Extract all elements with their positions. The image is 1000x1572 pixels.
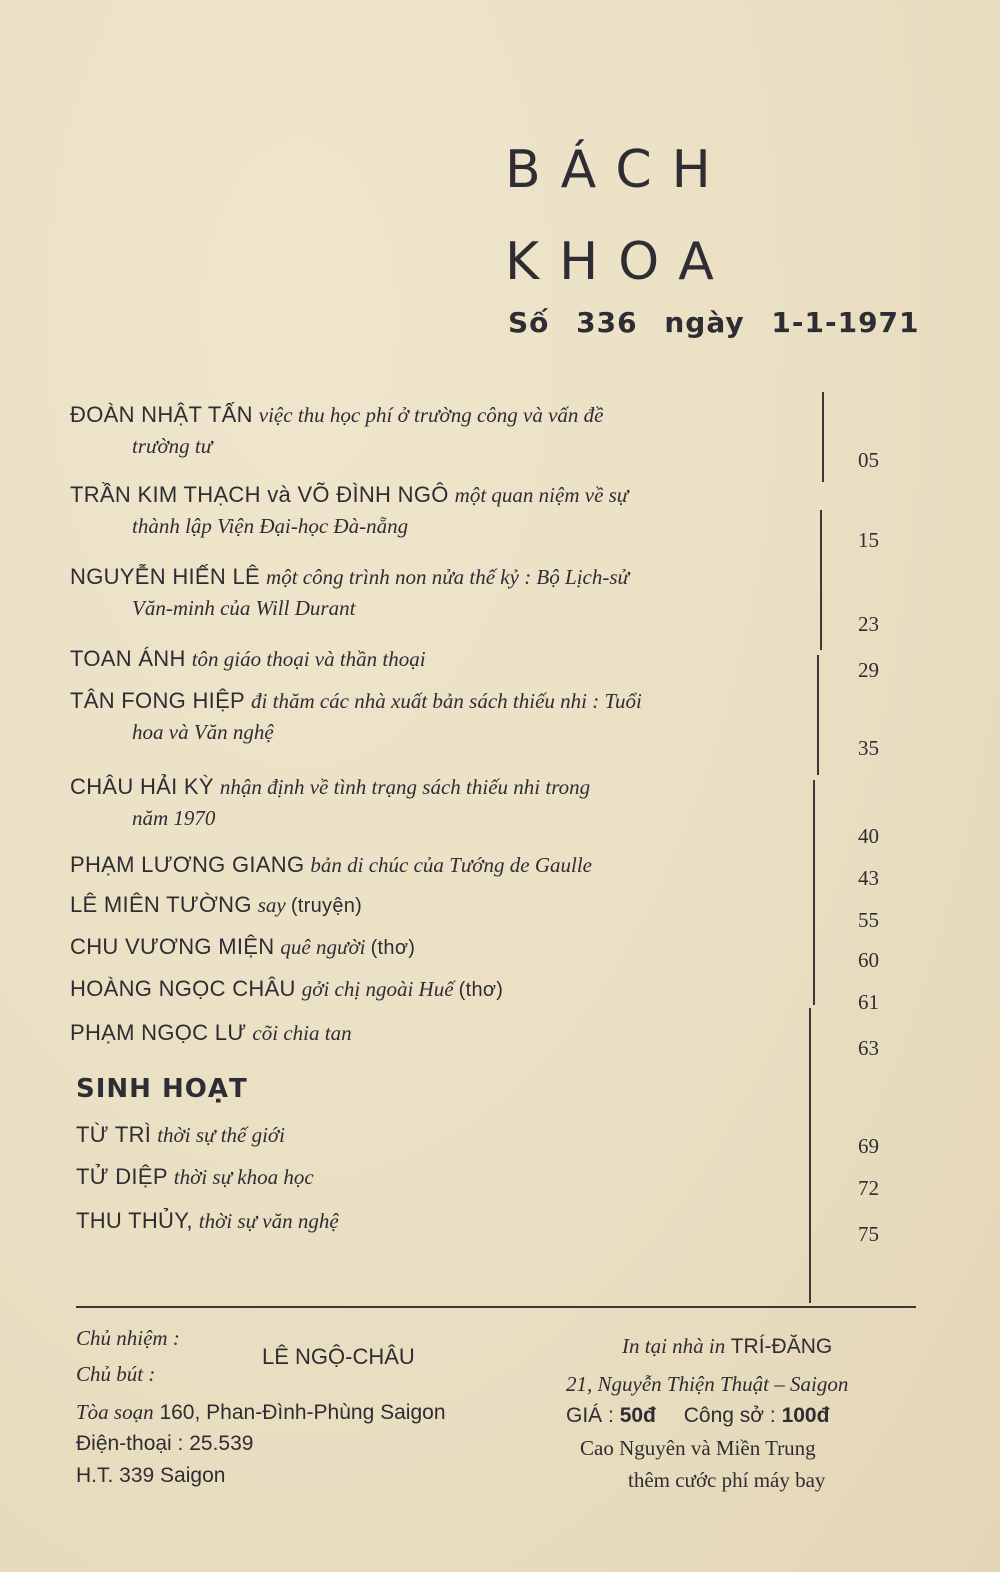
toc-page-number: 23 — [858, 612, 879, 636]
toc-page-number: 29 — [858, 658, 879, 682]
toc-entry — [70, 1020, 830, 1046]
toc-title: quê người — [280, 935, 366, 959]
toc-entry — [70, 482, 830, 539]
section-heading: SINH HOẠT — [76, 1074, 248, 1104]
toc-title: việc thu học phí ở trường công và vấn đề — [258, 403, 604, 427]
toc-title: say — [257, 893, 286, 917]
toc-page-number: 69 — [858, 1134, 879, 1158]
toc-author: CHÂU HẢI KỲ — [70, 774, 214, 799]
toc-genre: (thơ) — [370, 937, 416, 959]
footer-printer-label: In tại nhà in — [622, 1334, 726, 1358]
footer-chu-nhiem-label: Chủ nhiệm : — [76, 1326, 180, 1350]
toc-title-continued: trường tư — [132, 434, 213, 458]
footer-printer-address: 21, Nguyễn Thiện Thuật – Saigon — [566, 1372, 849, 1396]
issue-line — [508, 306, 936, 339]
footer-office-value: 160, Phan-Đình-Phùng Saigon — [159, 1401, 446, 1424]
toc-title: một công trình non nửa thế kỷ : Bộ Lịch-sử — [266, 565, 629, 589]
toc-author: TỬ DIỆP — [76, 1164, 168, 1189]
toc-title: nhận định về tình trạng sách thiếu nhi trong — [219, 775, 591, 799]
issue-so-label: Số — [508, 306, 550, 339]
issue-date: 1-1-1971 — [771, 306, 920, 339]
toc-page-number: 60 — [858, 948, 879, 972]
toc-genre: (thơ) — [458, 979, 504, 1001]
toc-title: thời sự thế giới — [157, 1123, 285, 1147]
toc-title: đi thăm các nhà xuất bản sách thiếu nhi : Tuổi — [251, 689, 642, 713]
toc-entry — [70, 688, 830, 745]
footer-price-label: GIÁ : — [566, 1404, 614, 1427]
footer-editor-name: LÊ NGỘ-CHÂU — [262, 1344, 415, 1369]
toc-entry — [70, 934, 830, 960]
toc-title: bản di chúc của Tướng de Gaulle — [310, 853, 592, 877]
toc-page-number: 40 — [858, 824, 879, 848]
toc-divider — [809, 1008, 811, 1303]
masthead-line-2: KHOA — [505, 232, 734, 292]
toc-entry — [70, 564, 830, 621]
sinh-hoat-entry — [76, 1208, 796, 1234]
toc-title: một quan niệm về sự — [454, 483, 629, 507]
toc-page-number: 63 — [858, 1036, 879, 1060]
masthead-line-1: BÁCH — [505, 140, 731, 200]
issue-ngay-label: ngày — [664, 306, 745, 339]
toc-genre: (truyện) — [290, 895, 363, 917]
toc-title: thời sự khoa học — [173, 1165, 314, 1189]
footer-price-line — [566, 1404, 829, 1428]
toc-author: LÊ MIÊN TƯỜNG — [70, 892, 252, 917]
toc-title-continued: năm 1970 — [132, 806, 216, 830]
sinh-hoat-entry — [76, 1164, 796, 1190]
toc-title-continued: hoa và Văn nghệ — [132, 720, 274, 744]
toc-author: THU THỦY, — [76, 1208, 193, 1233]
toc-title: tôn giáo thoại và thần thoại — [191, 647, 426, 671]
toc-author: CHU VƯƠNG MIỆN — [70, 934, 275, 959]
footer-office-address — [76, 1400, 446, 1425]
toc-page-number: 05 — [858, 448, 879, 472]
toc-page-number: 35 — [858, 736, 879, 760]
toc-title: thời sự văn nghệ — [198, 1209, 339, 1233]
footer-note-2: thêm cước phí máy bay — [628, 1468, 826, 1492]
toc-author: TỪ TRÌ — [76, 1122, 152, 1147]
toc-page-number: 15 — [858, 528, 879, 552]
footer-office-label: Tòa soạn — [76, 1400, 154, 1424]
toc-author: HOÀNG NGỌC CHÂU — [70, 976, 296, 1001]
toc-author: PHẠM NGỌC LƯ — [70, 1020, 247, 1045]
footer-office-price-label: Công sở : — [683, 1404, 776, 1427]
toc-author: NGUYỄN HIẾN LÊ — [70, 564, 261, 589]
toc-page-number: 43 — [858, 866, 879, 890]
toc-author: PHẠM LƯƠNG GIANG — [70, 852, 305, 877]
footer-note-1: Cao Nguyên và Miền Trung — [580, 1436, 816, 1460]
toc-author: ĐOÀN NHẬT TẤN — [70, 402, 253, 427]
toc-title: cõi chia tan — [252, 1021, 352, 1045]
toc-entry — [70, 646, 830, 672]
footer-divider — [76, 1306, 916, 1308]
toc-page-number: 55 — [858, 908, 879, 932]
toc-page-number: 61 — [858, 990, 879, 1014]
footer-office-price-value: 100đ — [781, 1404, 830, 1427]
footer-phone: Điện-thoại : 25.539 — [76, 1432, 254, 1455]
footer-ht: H.T. 339 Saigon — [76, 1464, 226, 1487]
toc-author: TRẦN KIM THẠCH và VÕ ĐÌNH NGÔ — [70, 482, 449, 507]
toc-entry — [70, 976, 830, 1002]
footer-printer-line — [622, 1334, 832, 1359]
toc-title-continued: Văn-minh của Will Durant — [132, 596, 356, 620]
footer-price-value: 50đ — [619, 1404, 656, 1427]
footer-printer-name: TRÍ-ĐĂNG — [730, 1335, 833, 1358]
toc-title: gởi chị ngoài Huế — [301, 977, 454, 1001]
toc-author: TOAN ÁNH — [70, 646, 186, 671]
toc-entry — [70, 892, 830, 918]
issue-number: 336 — [576, 306, 638, 339]
toc-author: TÂN FONG HIỆP — [70, 688, 246, 713]
toc-title-continued: thành lập Viện Đại-học Đà-nẵng — [132, 514, 409, 538]
toc-entry — [70, 852, 830, 878]
toc-page-number: 72 — [858, 1176, 879, 1200]
sinh-hoat-entry — [76, 1122, 796, 1148]
footer-chu-but-label: Chủ bút : — [76, 1362, 156, 1386]
toc-page-number: 75 — [858, 1222, 879, 1246]
toc-entry — [70, 774, 830, 831]
toc-entry — [70, 402, 830, 459]
